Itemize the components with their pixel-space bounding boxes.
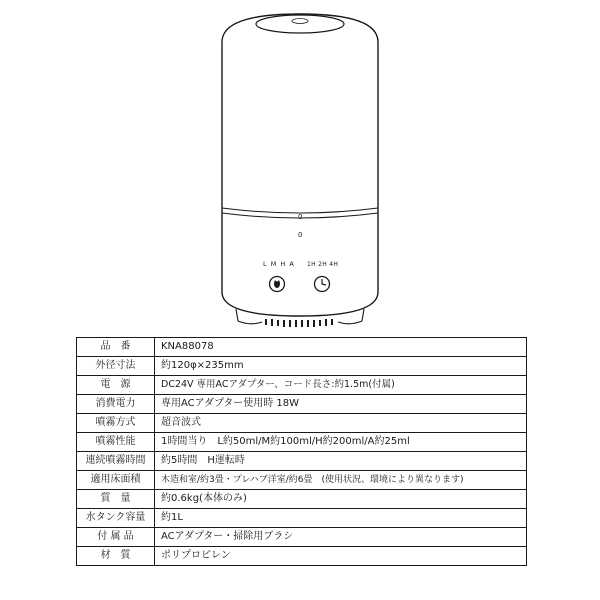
- table-row: [77, 490, 527, 509]
- spec-label-accessories: 付 属 品: [77, 528, 155, 547]
- table-row: [77, 338, 527, 357]
- indicator-top: 0: [298, 213, 303, 221]
- spec-label-product-number: 品 番: [77, 338, 155, 357]
- humidifier-body: [222, 42, 378, 316]
- spec-value-power-source: DC24V 専用ACアダプター、コード長さ:約1.5m(付属): [155, 376, 527, 395]
- table-row: [77, 528, 527, 547]
- mode-labels: L M H A: [263, 260, 295, 268]
- humidifier-foot: [236, 309, 262, 324]
- spec-value-mist-performance: 1時間当り L約50ml/M約100ml/H約200ml/A約25ml: [155, 433, 527, 452]
- mist-drop-icon: [274, 280, 280, 288]
- spec-label-mist-method: 噴霧方式: [77, 414, 155, 433]
- spec-label-floor-area: 適用床面積: [77, 471, 155, 490]
- table-row: [77, 357, 527, 376]
- spec-value-accessories: ACアダプター・掃除用ブラシ: [155, 528, 527, 547]
- spec-value-material: ポリプロピレン: [155, 547, 527, 566]
- table-row: [77, 433, 527, 452]
- clock-icon: [322, 279, 326, 285]
- mode-button[interactable]: [270, 277, 285, 292]
- spec-label-power-consumption: 消費電力: [77, 395, 155, 414]
- mist-outlet: [256, 15, 344, 33]
- timer-button[interactable]: [315, 277, 330, 292]
- table-row: [77, 452, 527, 471]
- table-row: [77, 471, 527, 490]
- spec-value-weight: 約0.6kg(本体のみ): [155, 490, 527, 509]
- spec-value-mist-method: 超音波式: [155, 414, 527, 433]
- air-vents: [266, 319, 332, 327]
- spec-label-tank-capacity: 水タンク容量: [77, 509, 155, 528]
- spec-label-mist-performance: 噴霧性能: [77, 433, 155, 452]
- spec-value-tank-capacity: 約1L: [155, 509, 527, 528]
- table-row: [77, 509, 527, 528]
- table-row: [77, 376, 527, 395]
- spec-label-continuous-time: 連続噴霧時間: [77, 452, 155, 471]
- spec-table: [76, 337, 527, 566]
- table-row: [77, 395, 527, 414]
- indicator-bottom: 0: [298, 231, 303, 239]
- spec-value-floor-area: 木造和室/約3畳・プレハブ洋室/約6畳 (使用状況、環境により異なります): [155, 471, 527, 490]
- spec-label-dimensions: 外径寸法: [77, 357, 155, 376]
- timer-labels: 1H 2H 4H: [307, 261, 339, 268]
- spec-label-power-source: 電 源: [77, 376, 155, 395]
- spec-value-dimensions: 約120φ×235mm: [155, 357, 527, 376]
- table-row: [77, 414, 527, 433]
- spec-value-product-number: KNA88078: [155, 338, 527, 357]
- table-row: [77, 547, 527, 566]
- spec-value-continuous-time: 約5時間 H運転時: [155, 452, 527, 471]
- spec-label-material: 材 質: [77, 547, 155, 566]
- spec-value-power-consumption: 専用ACアダプター使用時 18W: [155, 395, 527, 414]
- spec-label-weight: 質 量: [77, 490, 155, 509]
